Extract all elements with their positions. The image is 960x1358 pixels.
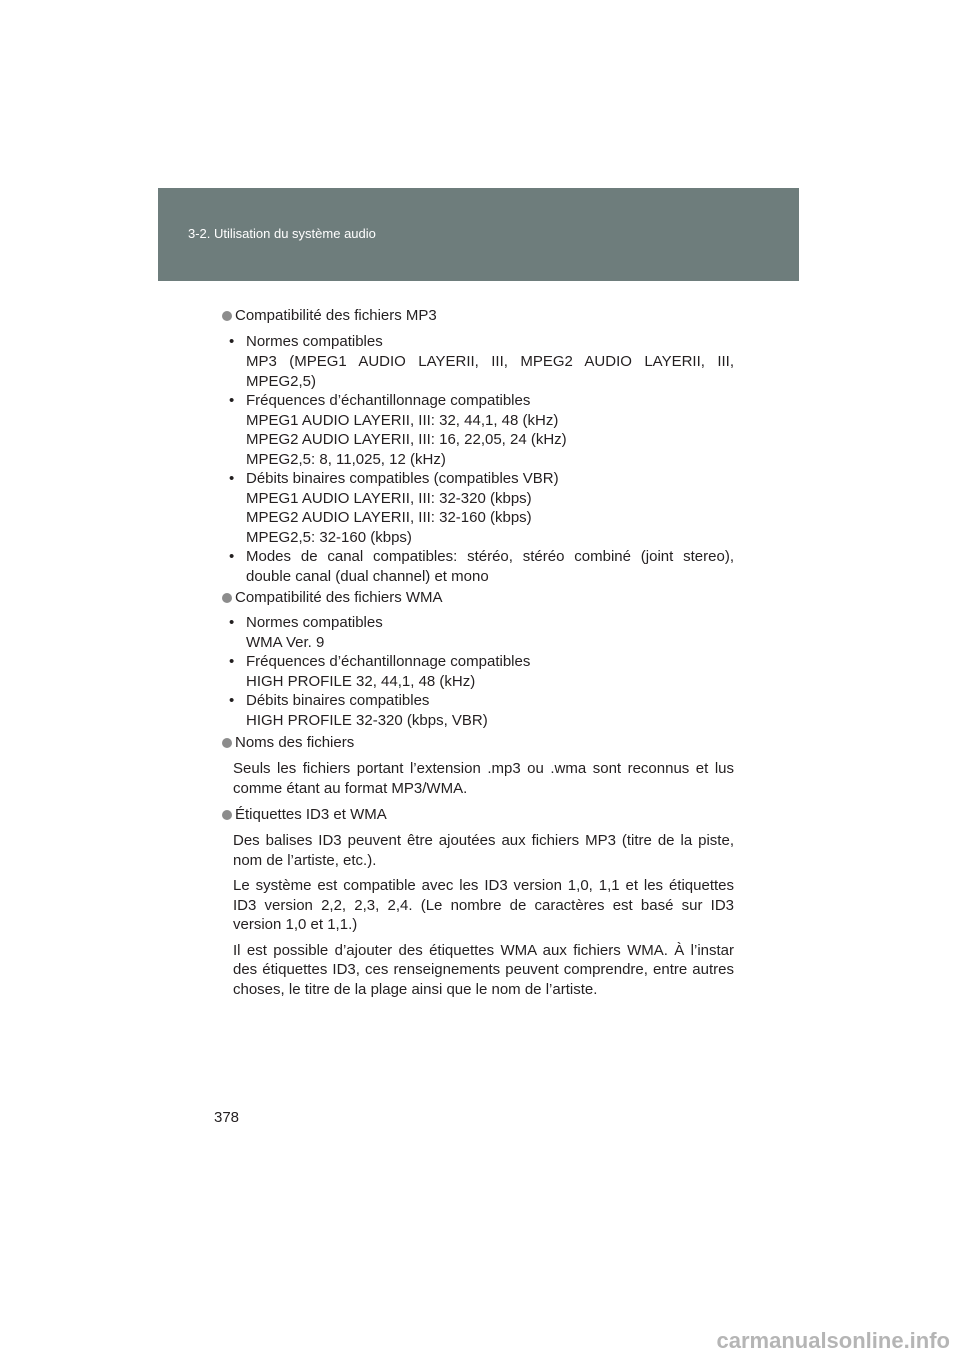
tags-p1-line2: nom de l’artiste, etc.).	[233, 852, 377, 869]
tags-p3-line2: des étiquettes ID3, ces renseignements peuvent comprendre, entre autres	[233, 961, 734, 978]
tags-p3-line1: Il est possible d’ajouter des étiquettes WMA aux fichiers WMA. À l’instar	[233, 942, 734, 959]
mp3-bitrate-label: Débits binaires compatibles (compatibles VBR)	[246, 470, 559, 487]
names-paragraph-line2: comme étant au format MP3/WMA.	[233, 780, 468, 797]
mp3-freq-3: MPEG2,5: 8, 11,025, 12 (kHz)	[246, 451, 446, 468]
wma-standards-value: WMA Ver. 9	[246, 634, 325, 651]
tags-p2-line1: Le système est compatible avec les ID3 version 1,0, 1,1 et les étiquettes	[233, 877, 734, 894]
bullet-dot-icon	[222, 810, 232, 820]
wma-bitrate-label: Débits binaires compatibles	[246, 692, 430, 709]
section-heading-tags: Étiquettes ID3 et WMA	[235, 806, 387, 823]
mp3-standards-line2: MPEG2,5)	[246, 373, 317, 390]
wma-standards-label: Normes compatibles	[246, 614, 383, 631]
mp3-modes-line1: Modes de canal compatibles: stéréo, stéréo combiné (joint stereo),	[246, 548, 734, 565]
mp3-freq-2: MPEG2 AUDIO LAYERII, III: 16, 22,05, 24 (kHz)	[246, 431, 567, 448]
section-title: 3-2. Utilisation du système audio	[188, 226, 376, 241]
mp3-bitrate-1: MPEG1 AUDIO LAYERII, III: 32-320 (kbps)	[246, 490, 532, 507]
mp3-standards-label: Normes compatibles	[246, 333, 383, 350]
sub-bullet: •	[229, 333, 235, 350]
bullet-dot-icon	[222, 738, 232, 748]
bullet-dot-icon	[222, 593, 232, 603]
tags-p1-line1: Des balises ID3 peuvent être ajoutées aux fichiers MP3 (titre de la piste,	[233, 832, 734, 849]
section-heading-mp3: Compatibilité des fichiers MP3	[235, 307, 437, 324]
tags-p2-line3: version 1,0 et 1,1.)	[233, 916, 358, 933]
sub-bullet: •	[229, 392, 235, 409]
mp3-bitrate-2: MPEG2 AUDIO LAYERII, III: 32-160 (kbps)	[246, 509, 532, 526]
mp3-standards-line1: MP3 (MPEG1 AUDIO LAYERII, III, MPEG2 AUDIO LAYERII, III,	[246, 353, 734, 370]
bullet-dot-icon	[222, 311, 232, 321]
watermark: carmanualsonline.info	[716, 1328, 950, 1353]
section-heading-names: Noms des fichiers	[235, 734, 355, 751]
wma-bitrate-value: HIGH PROFILE 32-320 (kbps, VBR)	[246, 712, 488, 729]
mp3-freq-label: Fréquences d’échantillonnage compatibles	[246, 392, 531, 409]
names-paragraph-line1: Seuls les fichiers portant l’extension .mp3 ou .wma sont reconnus et lus	[233, 760, 734, 777]
tags-p3-line3: choses, le titre de la plage ainsi que le nom de l’artiste.	[233, 981, 598, 998]
sub-bullet: •	[229, 470, 235, 487]
page-number: 378	[214, 1109, 240, 1126]
wma-freq-value: HIGH PROFILE 32, 44,1, 48 (kHz)	[246, 673, 476, 690]
mp3-freq-1: MPEG1 AUDIO LAYERII, III: 32, 44,1, 48 (kHz)	[246, 412, 559, 429]
mp3-bitrate-3: MPEG2,5: 32-160 (kbps)	[246, 529, 412, 546]
sub-bullet: •	[229, 653, 235, 670]
mp3-modes-line2: double canal (dual channel) et mono	[246, 568, 489, 585]
section-heading-wma: Compatibilité des fichiers WMA	[235, 589, 443, 606]
tags-p2-line2: ID3 version 2,2, 2,3, 2,4. (Le nombre de caractères est basé sur ID3	[233, 897, 734, 914]
sub-bullet: •	[229, 614, 235, 631]
sub-bullet: •	[229, 548, 235, 565]
wma-freq-label: Fréquences d’échantillonnage compatibles	[246, 653, 531, 670]
sub-bullet: •	[229, 692, 235, 709]
